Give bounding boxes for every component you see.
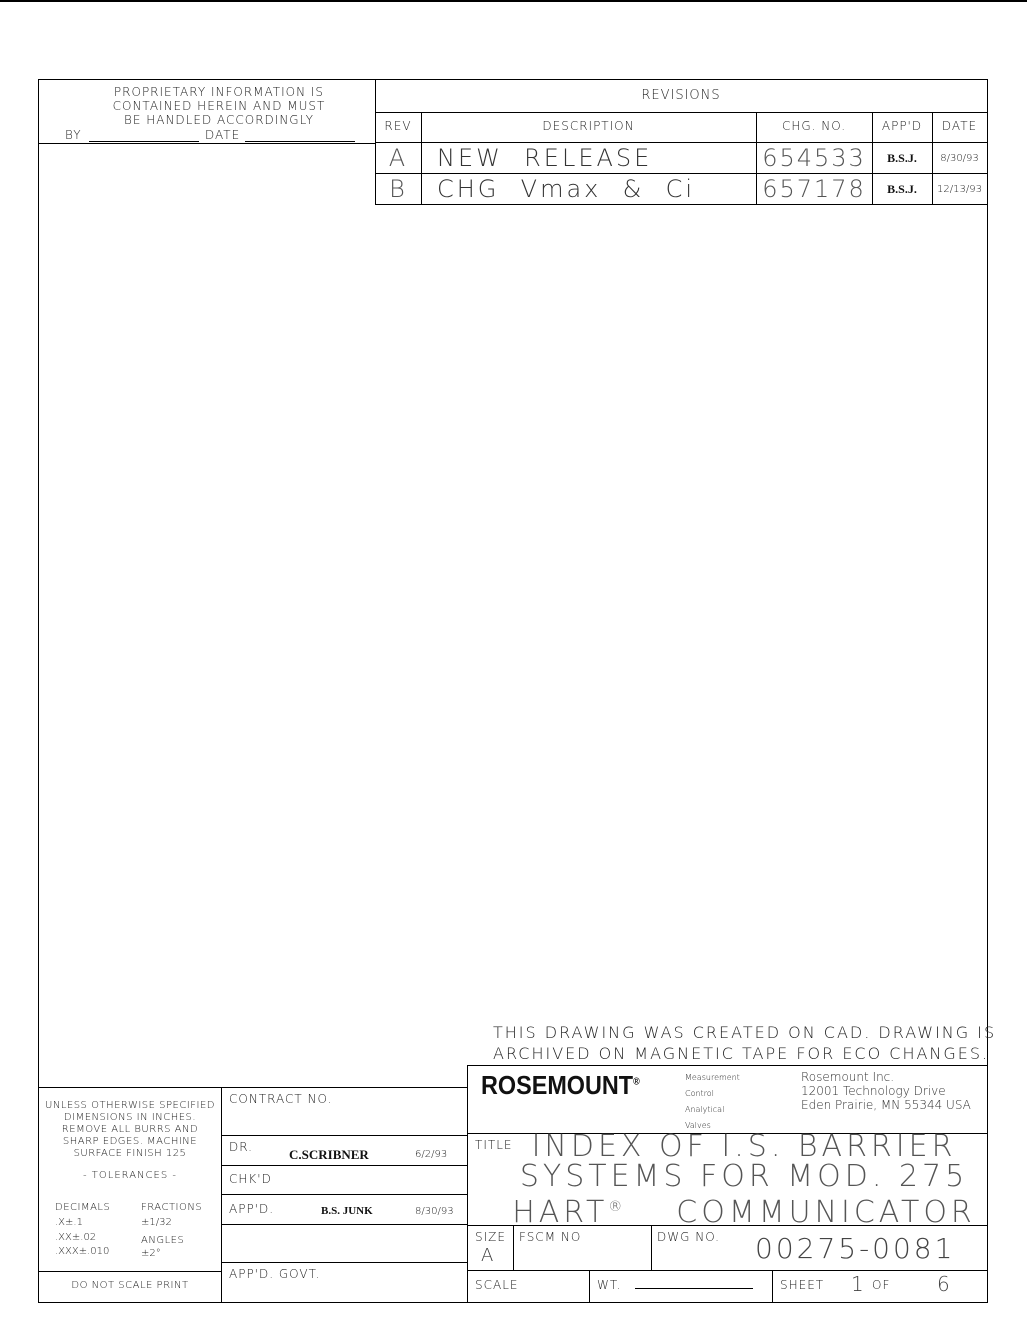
approved-by-name: B.S. JUNK: [321, 1205, 373, 1217]
checked-label: CHK'D: [229, 1172, 272, 1186]
cad-note-line-2: ARCHIVED ON MAGNETIC TAPE FOR ECO CHANGES.: [493, 1044, 990, 1063]
revision-b-appd: B.S.J.: [887, 182, 917, 196]
approved-label: APP'D.: [229, 1202, 275, 1216]
proprietary-line-3: BE HANDLED ACCORDINGLY: [123, 113, 315, 127]
angle-tolerance: ±2°: [141, 1248, 161, 1259]
scale-label: SCALE: [475, 1278, 519, 1292]
govt-approval-label: APP'D. GOVT.: [229, 1267, 321, 1281]
rosemount-logo-text: ROSEMOUNT: [481, 1070, 634, 1100]
proprietary-line-1: PROPRIETARY INFORMATION IS: [113, 85, 325, 99]
revisions-header-rule: [375, 142, 987, 143]
company-street: 12001 Technology Drive: [801, 1084, 946, 1098]
sheet-label: SHEET: [780, 1278, 825, 1292]
drawn-rule: [221, 1165, 467, 1166]
rosemount-logo: [481, 1070, 640, 1101]
title-communicator: COMMUNICATOR: [676, 1195, 976, 1230]
general-note-3: REMOVE ALL BURRS AND: [61, 1124, 199, 1135]
decimal-tolerance-3: .XXX±.010: [55, 1246, 110, 1257]
drawn-date: 6/2/93: [415, 1149, 448, 1160]
dwg-no-label: DWG NO.: [657, 1230, 720, 1244]
blank-approval-rule: [221, 1262, 467, 1263]
revision-a-appd: B.S.J.: [887, 151, 917, 165]
title-registered-mark: ®: [608, 1199, 627, 1215]
company-city: Eden Prairie, MN 55344 USA: [801, 1098, 971, 1112]
revision-a-date: 8/30/93: [940, 153, 979, 164]
col-header-description: DESCRIPTION: [542, 119, 635, 133]
dwg-row-rule: [467, 1270, 987, 1271]
wt-divider: [772, 1270, 773, 1302]
left-block-top-rule: [39, 1087, 467, 1088]
approved-rule: [221, 1224, 467, 1225]
fractions-label: FRACTIONS: [141, 1202, 203, 1213]
drawn-by-name: C.SCRIBNER: [289, 1147, 369, 1162]
weight-underline: [635, 1288, 753, 1289]
title-line-2: SYSTEMS FOR MOD. 275: [519, 1159, 969, 1194]
proprietary-line-2: CONTAINED HEREIN AND MUST: [112, 99, 326, 113]
cad-note-line-1: THIS DRAWING WAS CREATED ON CAD. DRAWING IS: [493, 1023, 997, 1042]
do-not-scale-note: DO NOT SCALE PRINT: [71, 1280, 189, 1291]
sheet-number: 1: [851, 1272, 864, 1296]
revision-b-description: CHG Vmax & Ci: [437, 175, 696, 203]
drawing-sheet: [38, 79, 997, 1303]
division-list: [685, 1070, 740, 1134]
revision-b-date: 12/13/93: [937, 184, 982, 195]
fscm-label: FSCM NO: [519, 1230, 582, 1244]
date-label: DATE: [205, 128, 241, 142]
proprietary-notice: [79, 85, 359, 127]
revision-a-rev: A: [388, 144, 408, 172]
no-scale-rule: [39, 1271, 221, 1272]
tolerances-heading: - TOLERANCES -: [83, 1170, 177, 1181]
revisions-row-rule: [375, 173, 987, 174]
logo-registered-mark: ®: [633, 1076, 640, 1088]
title-line-1: INDEX OF I.S. BARRIER: [531, 1129, 957, 1164]
revisions-bottom-border: [375, 204, 987, 205]
general-note-4: SHARP EDGES. MACHINE: [62, 1136, 198, 1147]
of-label: OF: [872, 1278, 891, 1292]
approved-date: 8/30/93: [415, 1206, 454, 1217]
angles-label: ANGLES: [141, 1235, 185, 1246]
weight-label: WT.: [597, 1278, 622, 1292]
title-label: TITLE: [475, 1138, 513, 1152]
decimal-tolerance-2: .XX±.02: [55, 1232, 97, 1243]
title-line-3: [509, 1192, 979, 1228]
decimal-tolerance-1: .X±.1: [55, 1217, 83, 1228]
revisions-heading: REVISIONS: [641, 88, 721, 103]
company-name: Rosemount Inc.: [801, 1070, 895, 1084]
checked-rule: [221, 1194, 467, 1195]
contract-rule: [221, 1135, 467, 1136]
title-block-top-rule: [467, 1065, 987, 1066]
division-control: Control: [685, 1089, 714, 1098]
sheet-total: 6: [937, 1272, 950, 1296]
company-address: [801, 1070, 971, 1112]
revision-b-chg-no: 657178: [762, 175, 866, 203]
revision-b-rev: B: [389, 175, 407, 203]
general-note-5: SURFACE FINISH 125: [73, 1148, 187, 1159]
general-note-1: UNLESS OTHERWISE SPECIFIED: [45, 1100, 215, 1111]
division-valves: Valves: [685, 1121, 711, 1130]
division-analytical: Analytical: [685, 1105, 725, 1114]
size-value: A: [481, 1245, 494, 1266]
col-header-date: DATE: [941, 119, 978, 133]
col-header-rev: REV: [384, 119, 412, 133]
top-rule: [0, 0, 1027, 2]
general-notes: [39, 1100, 221, 1160]
general-note-2: DIMENSIONS IN INCHES.: [63, 1112, 197, 1123]
revision-a-chg-no: 654533: [762, 144, 866, 172]
cad-note: [493, 1022, 996, 1064]
contract-no-label: CONTRACT NO.: [229, 1092, 333, 1106]
revision-a-description: NEW RELEASE: [437, 144, 653, 172]
col-header-chg-no: CHG. NO.: [781, 119, 847, 133]
title-bottom-rule: [467, 1225, 987, 1226]
title-block-left-rule: [467, 1065, 468, 1302]
title-hart: HART: [512, 1195, 609, 1230]
dwg-no-value: 00275-0081: [755, 1232, 956, 1265]
fscm-divider: [651, 1225, 652, 1270]
col-header-appd: APP'D: [881, 119, 923, 133]
date-underline: [245, 141, 355, 142]
proprietary-bottom-rule: [39, 143, 375, 144]
size-label: SIZE: [475, 1230, 506, 1244]
decimals-label: DECIMALS: [55, 1202, 111, 1213]
by-label: BY: [65, 128, 82, 142]
revisions-heading-rule: [375, 112, 987, 113]
division-measurement: Measurement: [685, 1073, 740, 1082]
size-divider: [513, 1225, 514, 1270]
drawn-label: DR.: [229, 1140, 253, 1154]
drawing-title: [509, 1129, 979, 1230]
fraction-tolerance: ±1/32: [141, 1217, 172, 1228]
by-underline: [89, 141, 199, 142]
scale-divider: [589, 1270, 590, 1302]
